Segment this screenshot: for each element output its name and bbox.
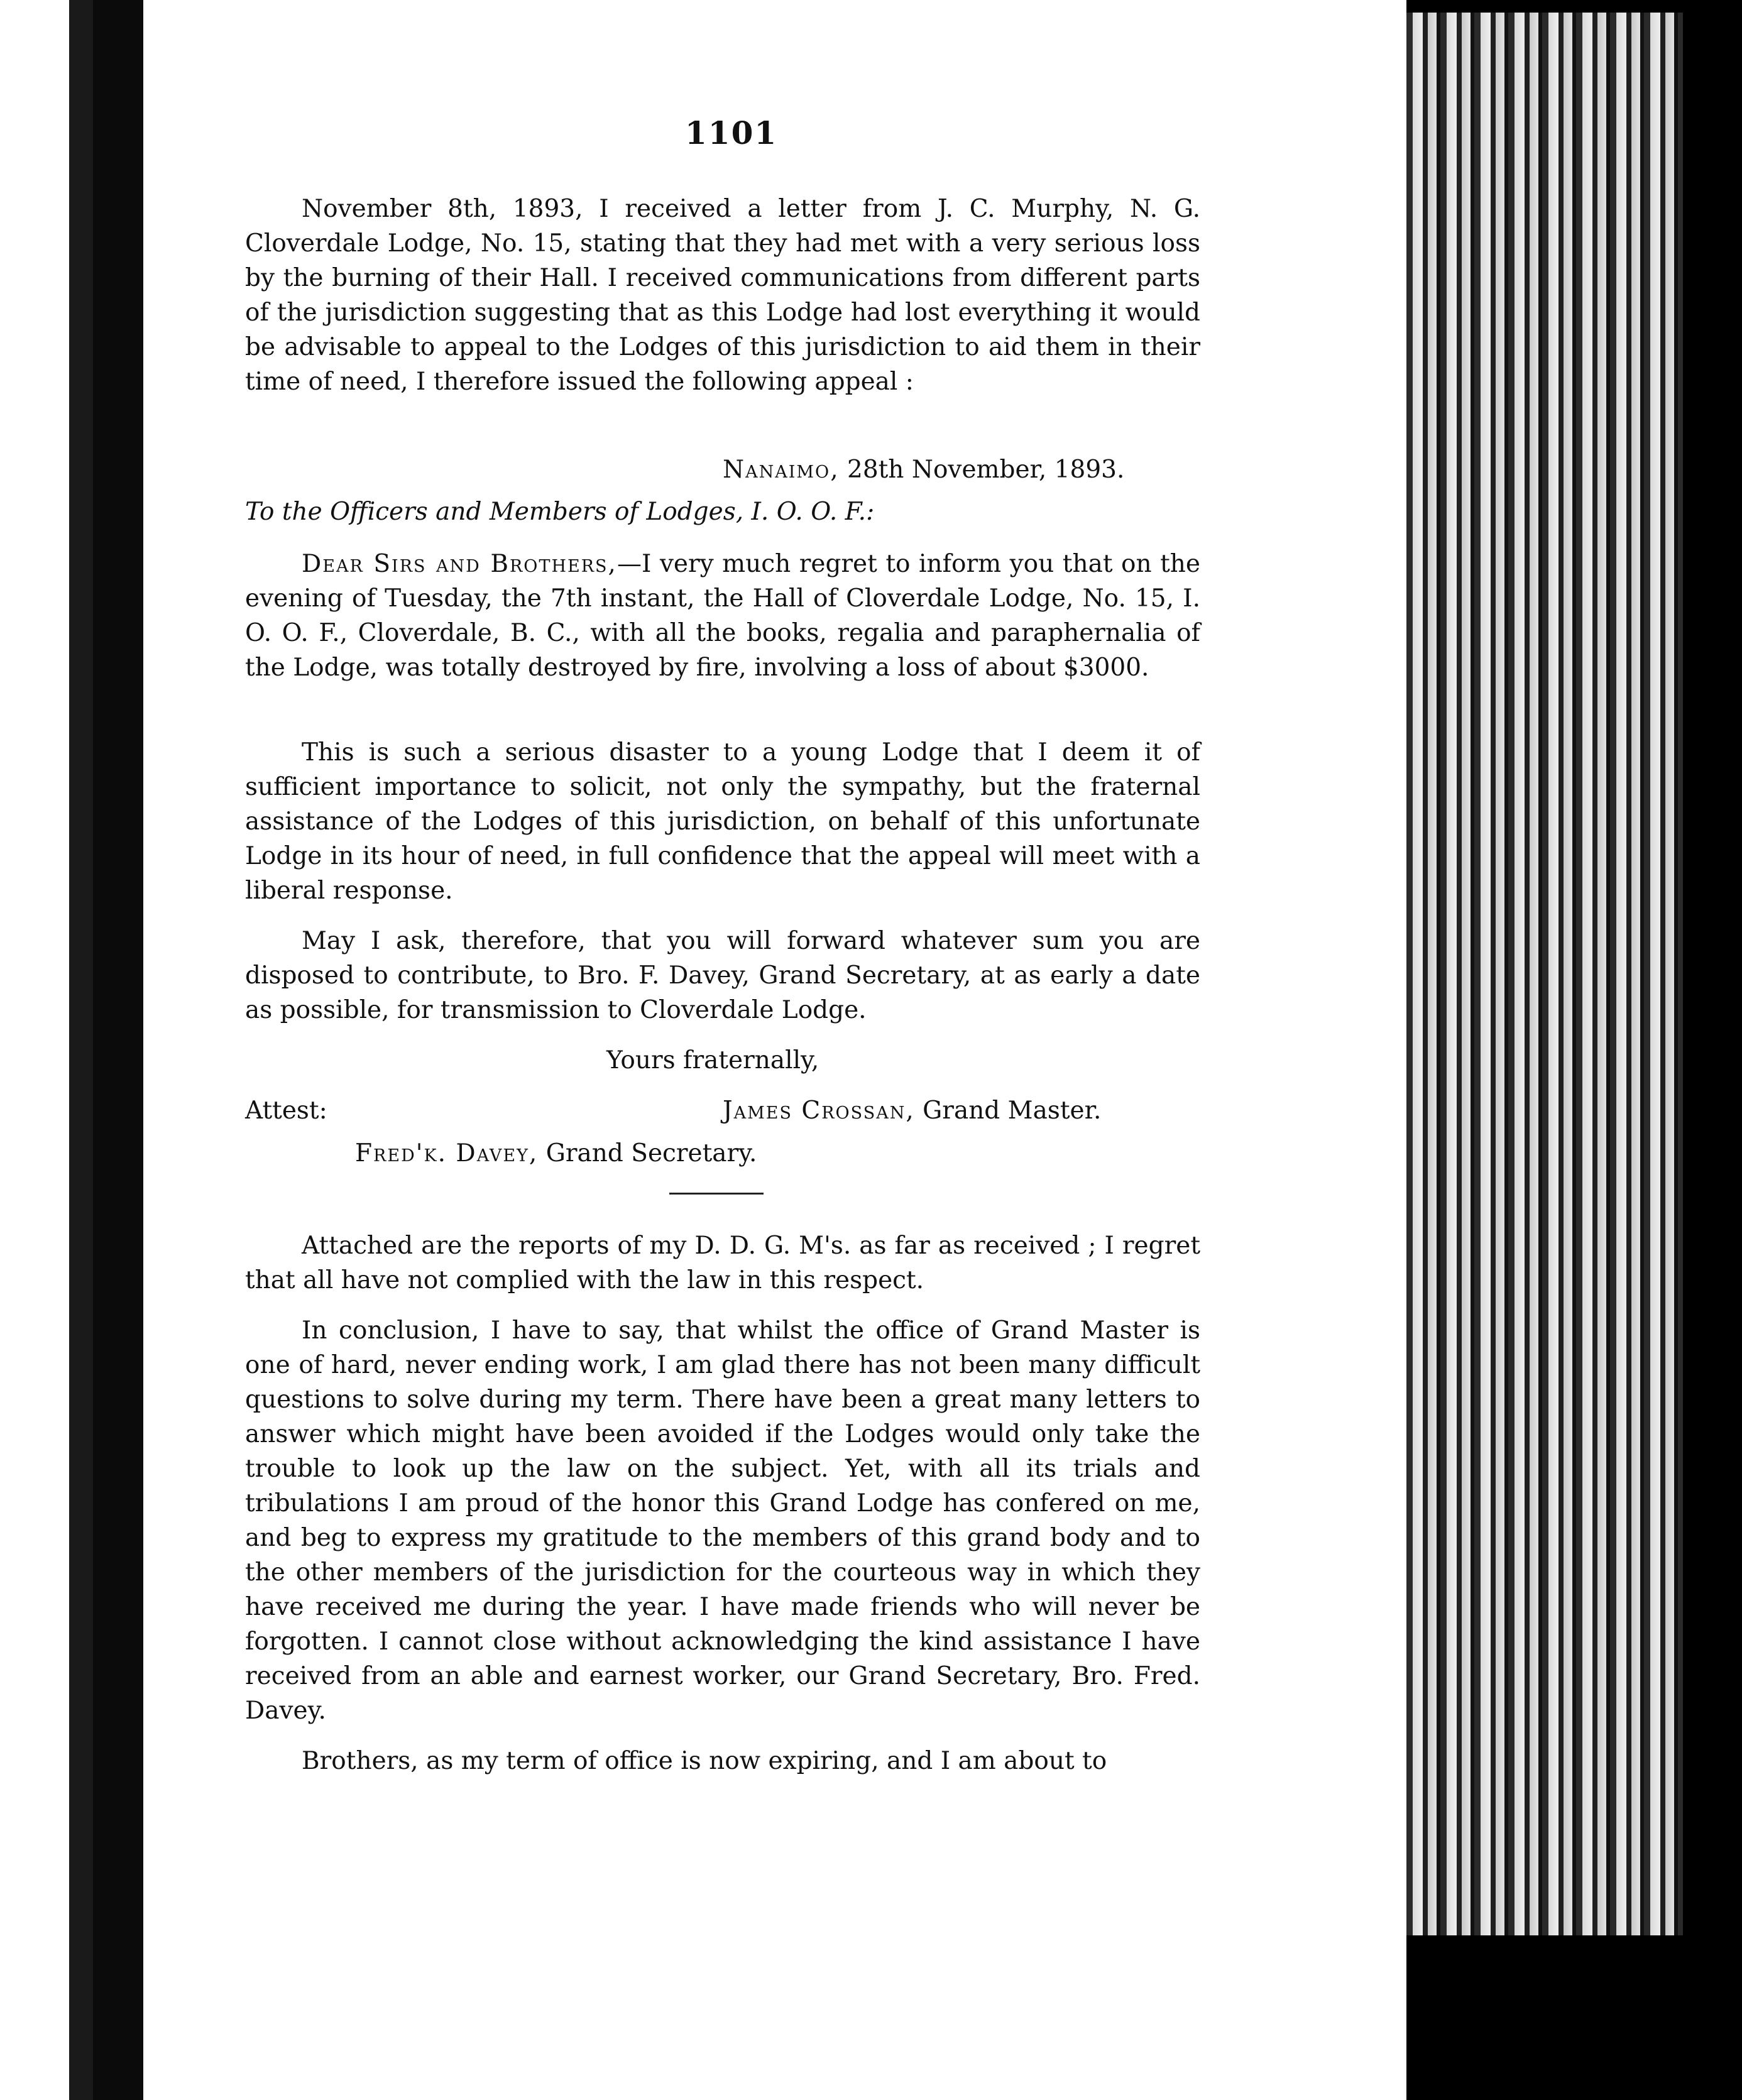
grand-master-title: Grand Master.	[923, 1096, 1102, 1125]
grand-master-signature	[723, 1093, 1101, 1128]
gutter-shadow	[69, 0, 94, 2100]
letter-place: Nanaimo,	[723, 456, 840, 484]
letter-addressee: To the Officers and Members of Lodges, I. O. O. F.:	[245, 498, 875, 526]
grand-secretary-name: Fred'k. Davey,	[355, 1139, 539, 1168]
final-paragraph: Brothers, as my term of office is now expiring, and I am about to	[302, 1747, 1107, 1775]
right-border	[1683, 0, 1742, 2100]
intro-paragraph: November 8th, 1893, I received a letter from J. C. Murphy, N. G. Cloverdale Lodge, No. 15, stating that they had met with a very serious loss by the burning of their Hall. I received communications from different parts of the jurisdiction suggesting that as this Lodge had lost everything it would be advisable to appeal to the Lodges of this jurisdiction to aid them in their time of need, I therefore issued the following appeal :	[245, 195, 1200, 396]
letter-paragraph-2: This is such a serious disaster to a young Lodge that I deem it of sufficient importance to solicit, not only the sympathy, but the fraternal assistance of the Lodges of this jurisdiction, on behalf of this unfortunate Lodge in its hour of need, in full confidence that the appeal will meet with a liberal response.	[245, 738, 1200, 905]
grand-secretary-signature	[355, 1136, 757, 1171]
book-spine	[93, 0, 143, 2100]
letter-salutation: Dear Sirs and Brothers,	[302, 550, 617, 578]
grand-secretary-title: Grand Secretary.	[545, 1139, 757, 1168]
letter-date: 28th November, 1893.	[847, 456, 1125, 484]
letter-paragraph-1	[245, 547, 1200, 685]
attest-label: Attest:	[245, 1096, 327, 1125]
page-stack-edge	[1406, 13, 1683, 1935]
section-divider	[669, 1193, 764, 1195]
letter-closing: Yours fraternally,	[606, 1046, 819, 1075]
conclusion-paragraph: In conclusion, I have to say, that whilst the office of Grand Master is one of hard, never ending work, I am glad there has not been many difficult questions to solve during my term. There have been a great many letters to answer which might have been avoided if the Lodges would only take the trouble to look up the law on the subject. Yet, with all its trials and tribulations I am proud of the honor this Grand Lodge has confered on me, and beg to express my gratitude to the members of this grand body and to the other members of the jurisdiction for the courteous way in which they have received me during the year. I have made friends who will never be forgotten. I cannot close without acknowledging the kind assistance I have received from an able and earnest worker, our Grand Secretary, Bro. Fred. Davey.	[245, 1316, 1200, 1725]
reports-paragraph: Attached are the reports of my D. D. G. M's. as far as received ; I regret that all have not complied with the law in this respect.	[245, 1232, 1200, 1294]
page-number: 1101	[685, 114, 778, 151]
letter-dateline	[723, 452, 1124, 487]
page-stack-shadow	[1406, 1935, 1683, 2100]
letter-paragraph-3: May I ask, therefore, that you will forward whatever sum you are disposed to contribute, to Bro. F. Davey, Grand Secretary, at as early a date as possible, for transmission to Cloverdale Lodge.	[245, 927, 1200, 1024]
left-margin	[0, 0, 69, 2100]
letter-paragraph-1-text: —I very much regret to inform you that on the evening of Tuesday, the 7th instant, the Hall of Cloverdale Lodge, No. 15, I. O. O. F., Cloverdale, B. C., with all the books, regalia and paraphernalia of the Lodge, was totally destroyed by fire, involving a loss of about $3000.	[245, 550, 1200, 682]
grand-master-name: James Crossan,	[723, 1096, 915, 1125]
